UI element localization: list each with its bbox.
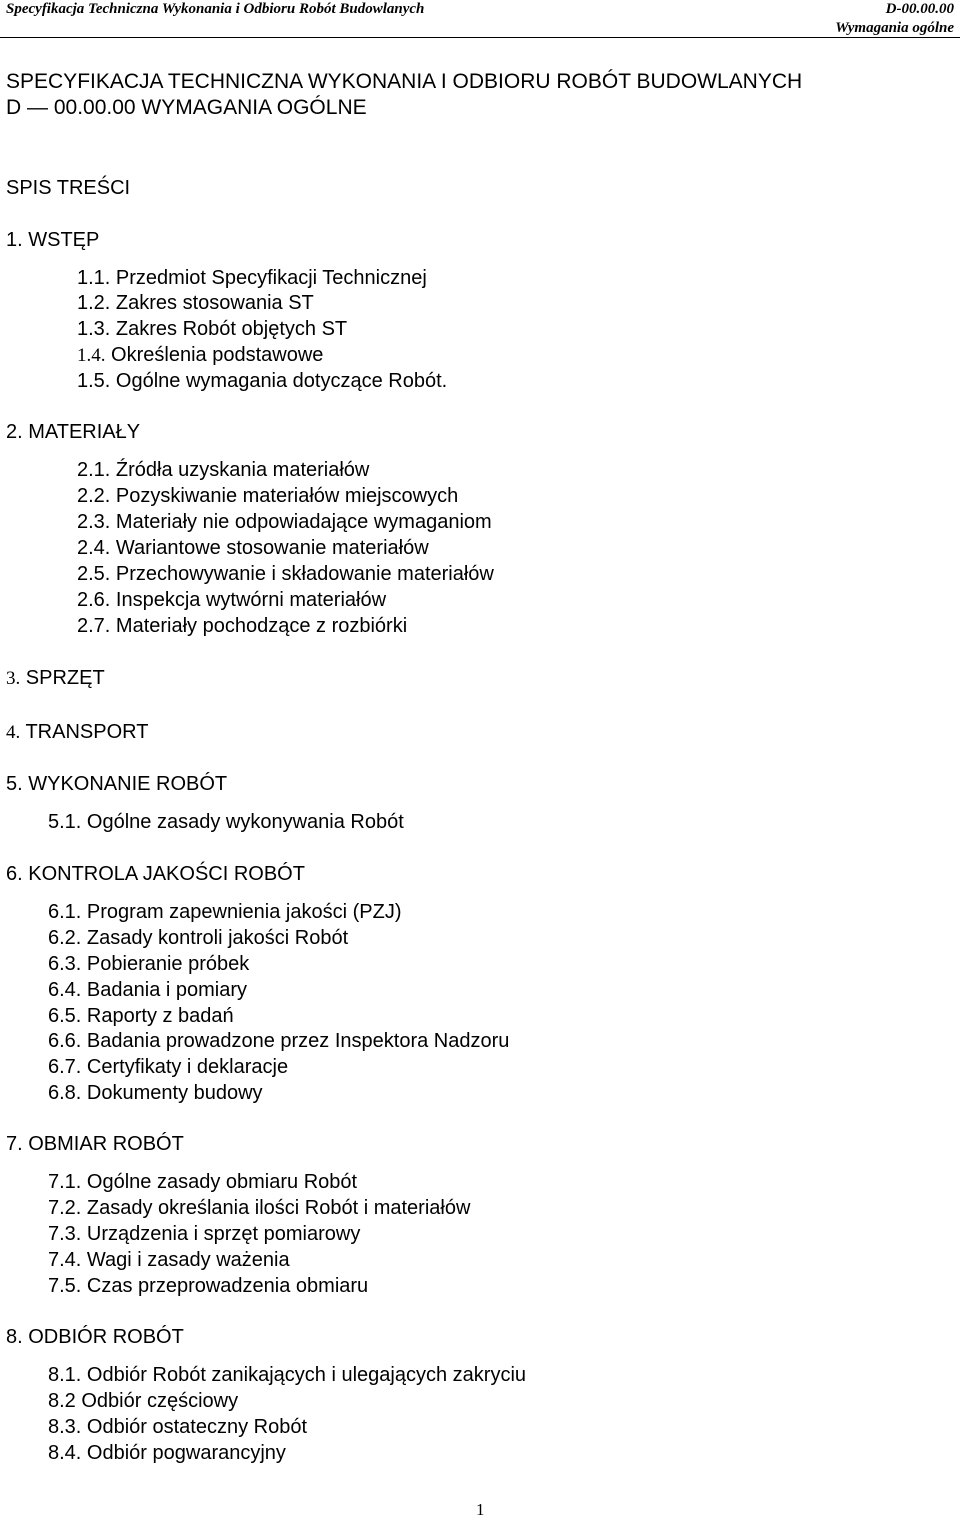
toc-item-2-1: 2.1. Źródła uzyskania materiałów — [77, 459, 370, 481]
header-title: Specyfikacja Techniczna Wykonania i Odbioru Robót Budowlanych — [6, 1, 425, 17]
toc-section-3 — [6, 666, 105, 691]
toc-item-6-4: 6.4. Badania i pomiary — [48, 979, 248, 1001]
toc-item-8-1: 8.1. Odbiór Robót zanikających i ulegających zakryciu — [48, 1364, 527, 1386]
toc-section-6: 6. KONTROLA JAKOŚCI ROBÓT — [6, 863, 305, 885]
toc-item-1-4-text: Określenia podstawowe — [105, 344, 324, 366]
page-number: 1 — [476, 1500, 485, 1519]
toc-section-4 — [6, 720, 148, 745]
toc-item-8-3: 8.3. Odbiór ostateczny Robót — [48, 1416, 308, 1438]
toc-item-6-5: 6.5. Raporty z badań — [48, 1005, 234, 1027]
toc-item-6-7: 6.7. Certyfikaty i deklaracje — [48, 1056, 289, 1078]
toc-item-6-2: 6.2. Zasady kontroli jakości Robót — [48, 927, 349, 949]
toc-item-2-2: 2.2. Pozyskiwanie materiałów miejscowych — [77, 485, 459, 507]
toc-section-2: 2. MATERIAŁY — [6, 421, 141, 443]
toc-heading: SPIS TREŚCI — [6, 177, 131, 199]
header-subtitle: Wymagania ogólne — [835, 20, 954, 36]
toc-item-1-4-number: 1.4. — [77, 345, 106, 366]
toc-item-2-3: 2.3. Materiały nie odpowiadające wymaganiom — [77, 511, 492, 533]
toc-item-7-1: 7.1. Ogólne zasady obmiaru Robót — [48, 1171, 358, 1193]
toc-item-6-3: 6.3. Pobieranie próbek — [48, 953, 250, 975]
toc-section-5: 5. WYKONANIE ROBÓT — [6, 773, 228, 795]
document-title-line2: D — 00.00.00 WYMAGANIA OGÓLNE — [6, 96, 367, 119]
toc-item-1-2: 1.2. Zakres stosowania ST — [77, 292, 314, 314]
toc-item-6-8: 6.8. Dokumenty budowy — [48, 1082, 263, 1104]
toc-item-6-6: 6.6. Badania prowadzone przez Inspektora Nadzoru — [48, 1030, 510, 1052]
toc-section-3-number: 3. — [6, 668, 21, 689]
toc-item-1-5: 1.5. Ogólne wymagania dotyczące Robót. — [77, 370, 448, 392]
toc-item-7-2: 7.2. Zasady określania ilości Robót i materiałów — [48, 1197, 471, 1219]
toc-item-1-1: 1.1. Przedmiot Specyfikacji Technicznej — [77, 267, 427, 289]
page-header — [0, 0, 960, 38]
document-title-line1: SPECYFIKACJA TECHNICZNA WYKONANIA I ODBIORU ROBÓT BUDOWLANYCH — [6, 70, 803, 93]
header-divider — [0, 37, 960, 38]
toc-item-7-5: 7.5. Czas przeprowadzenia obmiaru — [48, 1275, 369, 1297]
toc-item-8-2: 8.2 Odbiór częściowy — [48, 1390, 239, 1412]
toc-section-7: 7. OBMIAR ROBÓT — [6, 1133, 184, 1155]
toc-item-1-4 — [77, 343, 323, 368]
toc-section-4-text: TRANSPORT — [20, 721, 149, 743]
toc-item-2-4: 2.4. Wariantowe stosowanie materiałów — [77, 537, 429, 559]
toc-item-7-4: 7.4. Wagi i zasady ważenia — [48, 1249, 290, 1271]
toc-item-5-1: 5.1. Ogólne zasady wykonywania Robót — [48, 811, 404, 833]
toc-item-2-5: 2.5. Przechowywanie i składowanie materiałów — [77, 563, 494, 585]
header-code: D-00.00.00 — [885, 1, 954, 17]
toc-item-8-4: 8.4. Odbiór pogwarancyjny — [48, 1442, 286, 1464]
toc-item-2-6: 2.6. Inspekcja wytwórni materiałów — [77, 589, 387, 611]
toc-section-8: 8. ODBIÓR ROBÓT — [6, 1326, 184, 1348]
toc-item-7-3: 7.3. Urządzenia i sprzęt pomiarowy — [48, 1223, 361, 1245]
toc-section-4-number: 4. — [6, 722, 21, 743]
toc-item-2-7: 2.7. Materiały pochodzące z rozbiórki — [77, 615, 408, 637]
toc-item-6-1: 6.1. Program zapewnienia jakości (PZJ) — [48, 901, 402, 923]
toc-section-3-text: SPRZĘT — [20, 667, 105, 689]
toc-item-1-3: 1.3. Zakres Robót objętych ST — [77, 318, 348, 340]
toc-section-1: 1. WSTĘP — [6, 229, 100, 251]
